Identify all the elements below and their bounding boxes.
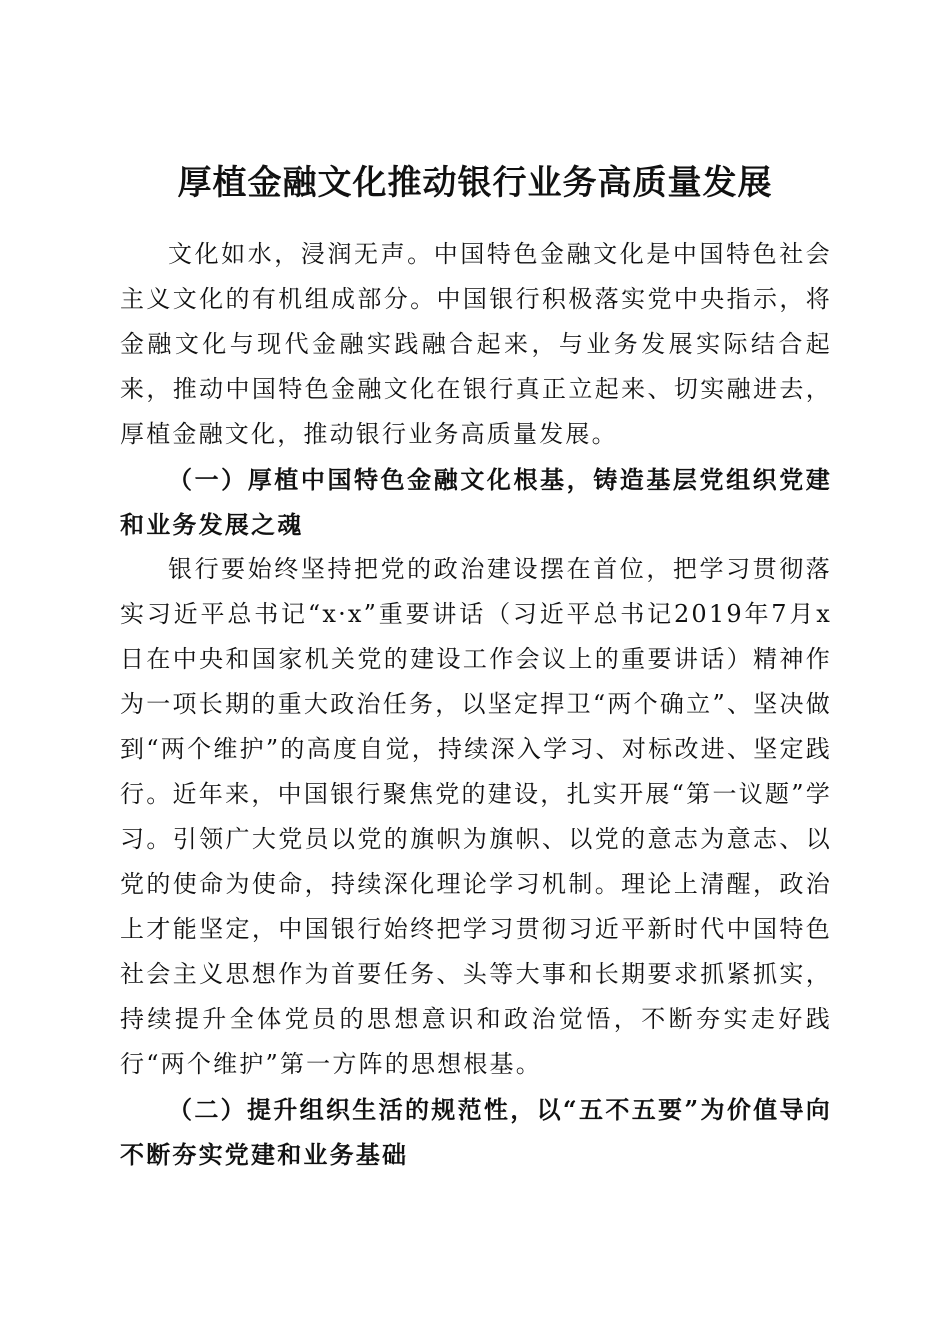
- section-heading-1: （一）厚植中国特色金融文化根基，铸造基层党组织党建和业务发展之魂: [120, 465, 832, 539]
- intro-paragraph: 文化如水，浸润无声。中国特色金融文化是中国特色社会主义文化的有机组成部分。中国银行积极落实党中央指示，将金融文化与现代金融实践融合起来，与业务发展实际结合起来，推动中国特色金融文化在银行真正立起来、切实融进去，厚植金融文化，推动银行业务高质量发展。: [120, 240, 832, 448]
- section-paragraph-1: 银行要始终坚持把党的政治建设摆在首位，把学习贯彻落实习近平总书记“x·x”重要讲话（习近平总书记2019年7月x日在中央和国家机关党的建设工作会议上的重要讲话）精神作为一项长期的重大政治任务，以坚定捍卫“两个确立”、坚决做到“两个维护”的高度自觉，持续深入学习、对标改进、坚定践行。近年来，中国银行聚焦党的建设，扎实开展“第一议题”学习。引领广大党员以党的旗帜为旗帜、以党的意志为意志、以党的使命为使命，持续深化理论学习机制。理论上清醒，政治上才能坚定，中国银行始终把学习贯彻习近平新时代中国特色社会主义思想作为首要任务、头等大事和长期要求抓紧抓实，持续提升全体党员的思想意识和政治觉悟，不断夯实走好践行“两个维护”第一方阵的思想根基。: [120, 555, 832, 1078]
- section-heading-2: （二）提升组织生活的规范性，以“五不五要”为价值导向不断夯实党建和业务基础: [120, 1095, 832, 1169]
- document-title: 厚植金融文化推动银行业务高质量发展: [177, 162, 773, 203]
- document-body: [120, 232, 832, 1177]
